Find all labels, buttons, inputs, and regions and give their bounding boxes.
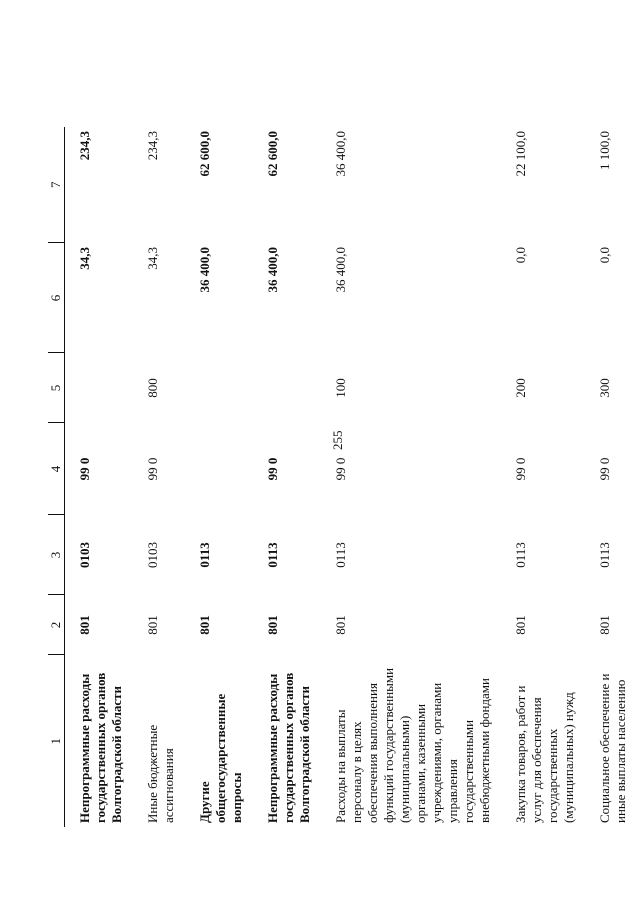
row-name: Иные бюджетные ассигнования <box>145 724 176 823</box>
row-code-2: 801 <box>513 615 528 635</box>
row-code-3: 0103 <box>77 542 92 568</box>
col-header-1: 1 <box>48 655 65 827</box>
row-code-4: 99 0 <box>265 457 280 481</box>
budget-table <box>48 127 637 827</box>
table-row <box>253 127 321 827</box>
row-code-2: 801 <box>333 615 348 635</box>
row-code-5 <box>253 353 321 423</box>
row-amount-7: 234,3 <box>77 131 92 161</box>
row-code-3: 0113 <box>597 542 612 568</box>
table-row <box>65 127 134 827</box>
row-code-4 <box>185 423 253 515</box>
budget-table-rotated <box>48 57 628 827</box>
row-amount-7: 234,3 <box>145 131 160 161</box>
row-code-4: 99 0 <box>145 457 160 481</box>
row-code-3: 0113 <box>513 542 528 568</box>
header-row <box>48 127 65 827</box>
row-code-5: 800 <box>145 378 160 398</box>
row-name: Непрограммные расходы государственных органов Волгоградской области <box>77 672 124 823</box>
row-code-2: 801 <box>77 615 92 635</box>
col-header-7: 7 <box>48 127 65 243</box>
row-name: Другие общегосударственные вопросы <box>197 693 244 823</box>
row-name: Закупка товаров, работ и услуг для обеспечения государственных (муниципальных) нужд <box>513 685 576 823</box>
row-code-5: 200 <box>513 378 528 398</box>
table-row <box>185 127 253 827</box>
col-header-5: 5 <box>48 353 65 423</box>
row-code-5: 300 <box>597 378 612 398</box>
row-amount-7: 1 100,0 <box>597 131 612 170</box>
row-code-2: 801 <box>197 615 212 635</box>
row-name: Социальное обеспечение и иные выплаты населению <box>597 673 628 823</box>
row-amount-7: 22 100,0 <box>513 131 528 177</box>
row-code-3: 0113 <box>333 542 348 568</box>
row-code-3: 0113 <box>197 542 212 568</box>
row-amount-6: 0,0 <box>597 247 612 264</box>
row-code-3: 0103 <box>145 542 160 568</box>
row-amount-7: 36 400,0 <box>333 131 348 177</box>
col-header-6: 6 <box>48 243 65 353</box>
col-header-3: 3 <box>48 515 65 595</box>
row-amount-7: 62 600,0 <box>265 131 280 177</box>
table-row <box>585 127 637 827</box>
row-amount-6: 34,3 <box>77 247 92 270</box>
row-amount-6: 36 400,0 <box>197 247 212 293</box>
table-row <box>501 127 585 827</box>
row-code-3: 0113 <box>265 542 280 568</box>
row-code-4: 99 0 <box>333 457 348 481</box>
page-number: 255 <box>330 430 345 450</box>
row-code-2: 801 <box>597 615 612 635</box>
row-code-2: 801 <box>145 615 160 635</box>
row-code-5: 100 <box>333 378 348 398</box>
row-code-4: 99 0 <box>513 457 528 481</box>
col-header-4: 4 <box>48 423 65 515</box>
row-amount-6: 34,3 <box>145 247 160 270</box>
table-row <box>321 127 501 827</box>
row-amount-6: 0,0 <box>513 247 528 264</box>
row-name: Расходы на выплаты персоналу в целях обеспечения выполнения функций государственными (муниципальными) органами, казенными учреждениями, органами управления государственными внебюджетными фондами <box>333 667 492 823</box>
row-code-2: 801 <box>265 615 280 635</box>
col-header-2: 2 <box>48 595 65 655</box>
row-amount-7: 62 600,0 <box>197 131 212 177</box>
row-amount-6: 36 400,0 <box>265 247 280 293</box>
row-code-4: 99 0 <box>77 457 92 481</box>
row-amount-6: 36 400,0 <box>333 247 348 293</box>
row-code-5 <box>65 353 134 423</box>
row-code-5 <box>185 353 253 423</box>
row-code-4: 99 0 <box>597 457 612 481</box>
table-row <box>133 127 185 827</box>
row-name: Непрограммные расходы государственных органов Волгоградской области <box>265 672 312 823</box>
